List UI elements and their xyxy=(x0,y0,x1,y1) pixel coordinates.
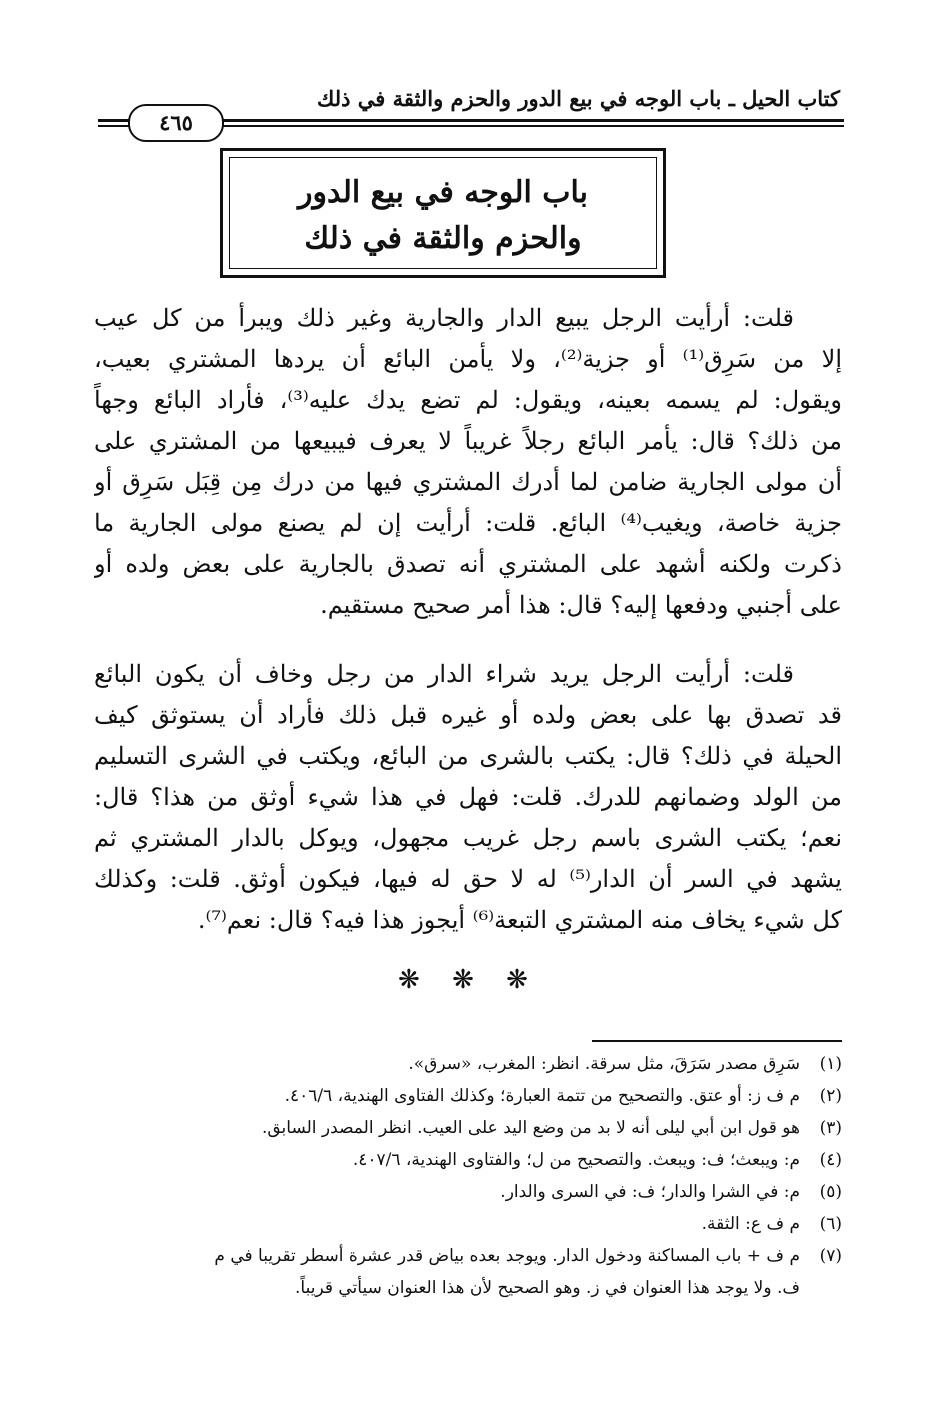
page-number: ٤٦٥ xyxy=(128,104,224,142)
text-line: ويقول: لم يسمه بعينه، ويقول: لم تضع يدك عليه⁽³⁾، فأراد البائع وجهاً xyxy=(94,386,842,414)
footnote-number: (٤) xyxy=(819,1150,842,1170)
footnote-text: م ف + باب المساكنة ودخول الدار. ويوجد بعده بياض قدر عشرة أسطر تقريبا في م xyxy=(214,1246,800,1266)
footnote xyxy=(94,1144,842,1176)
text-line: نعم؛ يكتب الشرى باسم رجل غريب مجهول، ويوكل بالدار المشتري ثم xyxy=(94,824,842,852)
footnote xyxy=(94,1240,842,1272)
footnote-text: م: ويبعث؛ ف: ويبعث. والتصحيح من ل؛ والفتاوى الهندية، ٤٠٧/٦. xyxy=(352,1150,800,1170)
footnote-number: (١) xyxy=(819,1054,842,1074)
footnote xyxy=(94,1208,842,1240)
text-line: إلا من سَرِق⁽¹⁾ أو جزية⁽²⁾، ولا يأمن البائع أن يردها المشتري بعيب، xyxy=(94,345,842,373)
text-line: الحيلة في ذلك؟ قال: يكتب بالشرى من البائع، ويكتب في الشرى التسليم xyxy=(94,742,842,770)
footnote-text: م ف ز: أو عتق. والتصحيح من تتمة العبارة؛ وكذلك الفتاوى الهندية، ٤٠٦/٦. xyxy=(284,1086,800,1106)
paragraph-2 xyxy=(94,654,842,941)
text-line: ذكرت ولكنه أشهد على المشتري أنه تصدق بالجارية على بعض ولده أو xyxy=(94,550,842,578)
footnotes xyxy=(94,1048,842,1304)
footnote-text: م: في الشرا والدار؛ ف: في السرى والدار. xyxy=(500,1182,800,1202)
chapter-title-frame xyxy=(220,148,666,278)
footnote-text: م ف ع: الثقة. xyxy=(701,1214,800,1234)
footnote xyxy=(94,1080,842,1112)
footnote-number: (٣) xyxy=(819,1118,842,1138)
text-line: قلت: أرأيت الرجل يريد شراء الدار من رجل وخاف أن يكون البائع xyxy=(94,660,794,688)
text-line: من ذلك؟ قال: يأمر البائع رجلاً غريباً لا يعرف فيبيعها من المشتري على xyxy=(94,427,842,455)
footnote xyxy=(94,1048,842,1080)
text-line: أن مولى الجارية ضامن لما أدرك المشتري فيها من درك مِن قِبَل سَرِق أو xyxy=(94,468,842,496)
chapter-title-line-1: باب الوجه في بيع الدور xyxy=(297,175,589,210)
footnote xyxy=(94,1176,842,1208)
text-line: على أجنبي ودفعها إليه؟ قال: هذا أمر صحيح مستقيم. xyxy=(320,591,842,619)
paragraph-1 xyxy=(94,298,842,626)
footnote-number: (٢) xyxy=(819,1086,842,1106)
text-line: يشهد في السر أن الدار⁽⁵⁾ له لا حق له فيها، فيكون أوثق. قلت: وكذلك xyxy=(94,865,842,893)
section-separator: ❋ ❋ ❋ xyxy=(398,965,540,995)
footnote-number: (٧) xyxy=(819,1246,842,1266)
text-line: جزية خاصة، ويغيب⁽⁴⁾ البائع. قلت: أرأيت إن لم يصنع مولى الجارية ما xyxy=(94,509,842,537)
running-title: كتاب الحيل ـ باب الوجه في بيع الدور والحزم والثقة في ذلك xyxy=(317,86,840,111)
footnote xyxy=(94,1112,842,1144)
footnote-continuation: ف. ولا يوجد هذا العنوان في ز. وهو الصحيح لأن هذا العنوان سيأتي قريباً. xyxy=(295,1278,800,1298)
text-line: قد تصدق بها على بعض ولده أو غيره قبل ذلك فأراد أن يستوثق كيف xyxy=(94,701,842,729)
footnote-rule xyxy=(592,1040,842,1042)
text-line: كل شيء يخاف منه المشتري التبعة⁽⁶⁾ أيجوز هذا فيه؟ قال: نعم⁽⁷⁾. xyxy=(197,906,842,934)
footnote-text: هو قول ابن أبي ليلى أنه لا بد من وضع اليد على العيب. انظر المصدر السابق. xyxy=(261,1118,800,1138)
text-line: من الولد وضمانهم للدرك. قلت: فهل في هذا شيء أوثق من هذا؟ قال: xyxy=(94,783,842,811)
chapter-title-line-2: والحزم والثقة في ذلك xyxy=(304,221,582,256)
footnote-text: سَرِق مصدر سَرَقَ، مثل سرقة. انظر: المغرب، «سرق». xyxy=(408,1054,800,1074)
footnote-number: (٦) xyxy=(819,1214,842,1234)
text-line: قلت: أرأيت الرجل يبيع الدار والجارية وغير ذلك ويبرأ من كل عيب xyxy=(94,304,794,332)
footnote-number: (٥) xyxy=(819,1182,842,1202)
